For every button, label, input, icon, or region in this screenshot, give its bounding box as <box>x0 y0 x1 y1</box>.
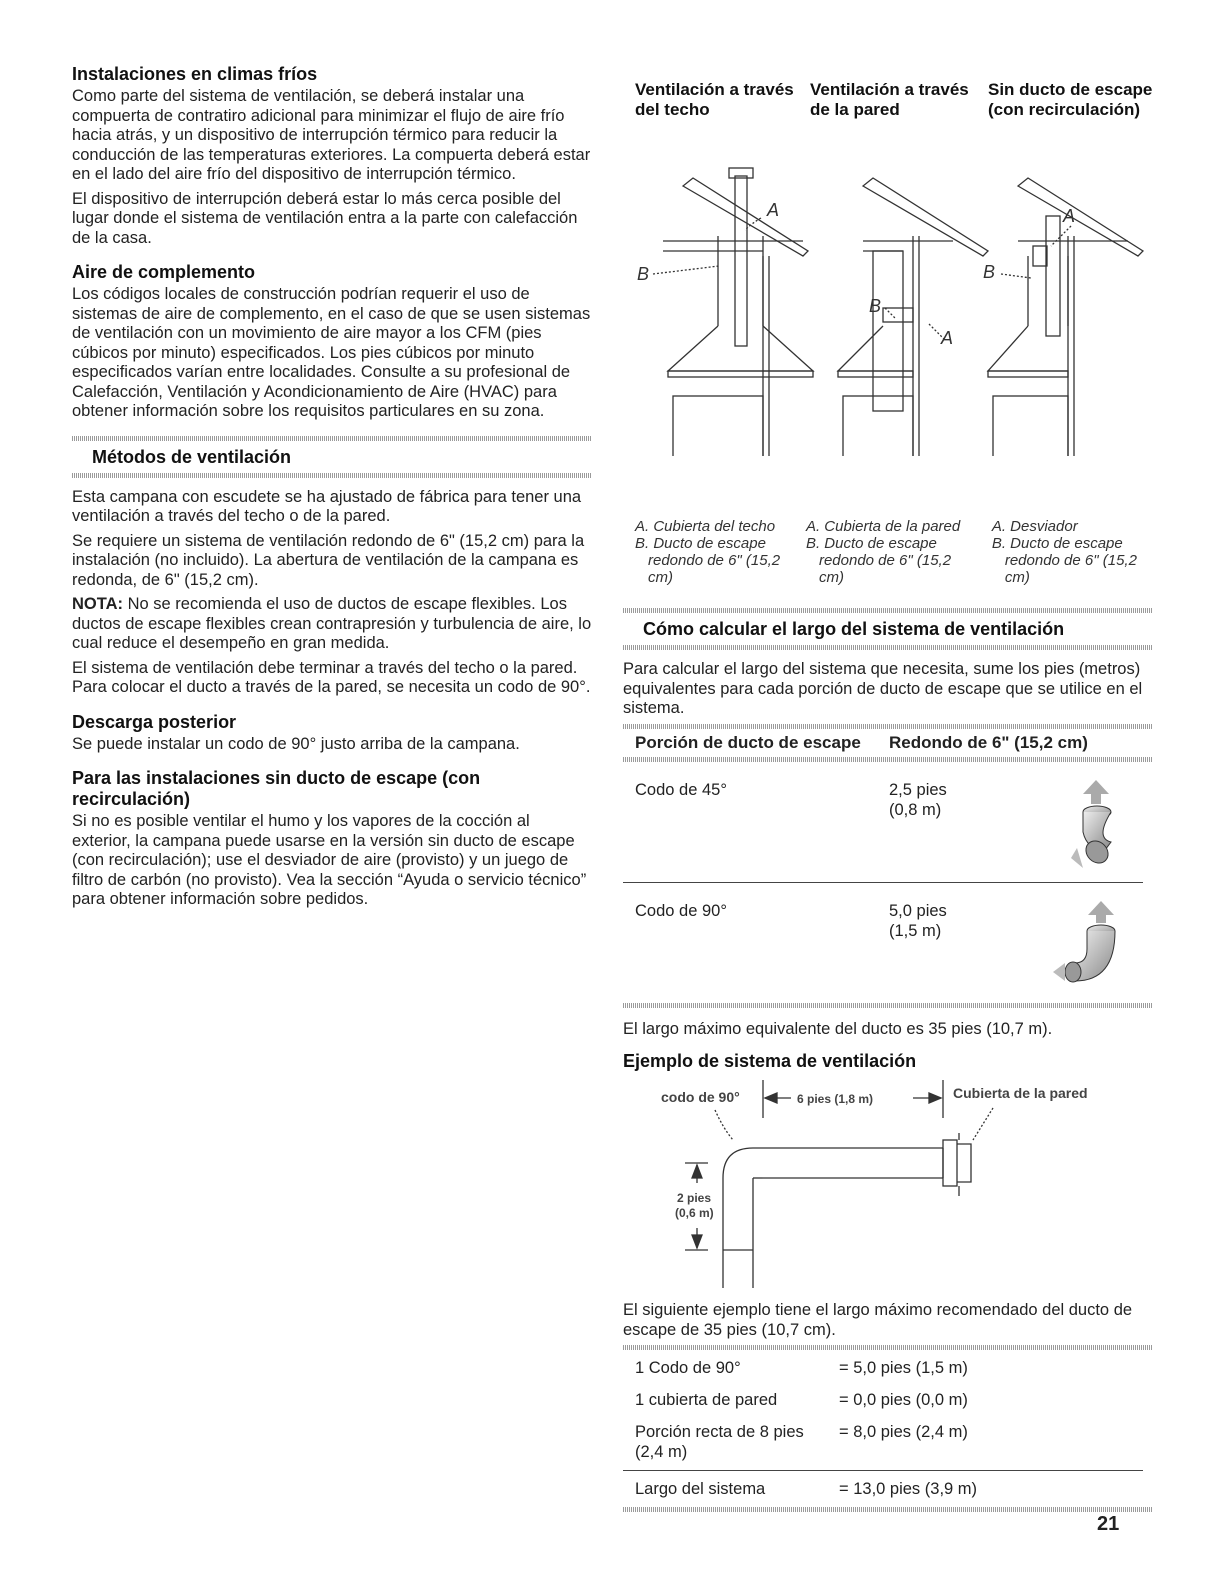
rise-meters-label: (0,6 m) <box>675 1206 714 1220</box>
hatch-divider <box>623 1003 1153 1008</box>
cold-climate-section <box>72 64 592 248</box>
cold-climate-heading: Instalaciones en climas fríos <box>72 64 318 84</box>
duct-feet: 2,5 pies <box>889 780 947 799</box>
rear-discharge-paragraph: Se puede instalar un codo de 90° justo arriba de la campana. <box>72 734 520 753</box>
duct-meters: (0,8 m) <box>889 800 942 819</box>
venting-type-headers <box>623 80 1153 120</box>
example-heading: Ejemplo de sistema de ventilación <box>623 1051 917 1071</box>
recirculation-heading: Para las instalaciones sin ducto de escape (con recirculación) <box>72 768 481 809</box>
table-row <box>623 882 1143 1003</box>
sum-item: 1 cubierta de pared <box>635 1391 778 1409</box>
table-row <box>623 1414 1143 1471</box>
venting-methods-heading: Métodos de ventilación <box>92 446 292 467</box>
elbow-90-icon <box>1051 901 1131 991</box>
sum-value: = 0,0 pies (0,0 m) <box>839 1391 968 1409</box>
wall-venting-header: Ventilación a través de la pared <box>810 80 969 119</box>
calc-paragraph: Para calcular el largo del sistema que necesita, sume los pies (metros) equivalentes para cada porción de ducto de escape que se utilice en el sistema. <box>623 660 1143 717</box>
run-length-label: 6 pies (1,8 m) <box>797 1092 874 1106</box>
sum-value: = 8,0 pies (2,4 m) <box>839 1423 968 1441</box>
sum-item: 1 Codo de 90° <box>635 1359 741 1377</box>
table-row <box>623 1382 1143 1414</box>
hatch-divider <box>623 1507 1153 1512</box>
calc-heading: Cómo calcular el largo del sistema de ventilación <box>643 619 1065 639</box>
methods-paragraph-4: El sistema de ventilación debe terminar a través del techo o la pared. Para colocar el ducto a través de la pared, se necesita un codo de 90°. <box>72 658 591 696</box>
roof-venting-header: Ventilación a través del techo <box>635 80 794 119</box>
max-length-text: El largo máximo equivalente del ducto es 35 pies (10,7 m). <box>623 1019 1053 1038</box>
duct-feet: 5,0 pies <box>889 901 947 920</box>
roof-duct-label: B <box>637 264 650 284</box>
diagram-captions <box>623 518 1153 586</box>
rise-feet-label: 2 pies <box>677 1191 712 1205</box>
hatch-divider <box>623 645 1153 650</box>
note-text: No se recomienda el uso de ductos de escape flexibles. Los ductos de escape flexibles crean contrapresión y turbulencia de aire, lo cual reduce el desempeño en gran medida. <box>72 595 592 652</box>
wall-duct-label: B <box>869 296 882 316</box>
recirculation-paragraph: Si no es posible ventilar el humo y los vapores de la cocción al exterior, la campana puede usarse en la versión sin ducto de escape (con recirculación); use el desviador de aire (provisto) y un juego de filtro de carbón (no provisto). Vea la sección “Ayuda o servicio técnico” para obtener información sobre pedidos. <box>72 812 587 908</box>
venting-methods-band <box>72 436 592 478</box>
example-paragraph: El siguiente ejemplo tiene el largo máximo recomendado del ducto de escape de 35 pies (10,7 cm). <box>623 1301 1133 1339</box>
duct-part: Codo de 90° <box>635 901 727 920</box>
elbow-45-icon <box>1061 780 1131 870</box>
venting-methods-section <box>72 488 592 698</box>
recirc-caption-b: B. Ducto de escape redondo de 6" (15,2 cm) <box>991 535 1137 586</box>
wall-caption-b: B. Ducto de escape redondo de 6" (15,2 cm) <box>805 535 952 586</box>
left-column <box>72 64 592 924</box>
diverter-label: A <box>1063 206 1076 226</box>
sum-item: Porción recta de 8 pies (2,4 m) <box>635 1423 804 1461</box>
table-row <box>623 762 1143 883</box>
roof-cap-label: A <box>767 200 780 220</box>
cold-climate-paragraph-1: Como parte del sistema de ventilación, se deberá instalar una compuerta de contratiro adicional para minimizar el flujo de aire frío hacia atrás, y un dispositivo de interrupción térmico para reducir la conducción de las temperaturas exteriores. La compuerta deberá estar en el lado del aire frío del dispositivo de interrupción térmico. <box>72 87 591 183</box>
recirculation-diagram <box>958 178 1143 456</box>
duct-table-header <box>623 729 1143 757</box>
hatch-divider <box>72 473 592 478</box>
wall-caption-a: A. Cubierta de la pared <box>805 518 961 535</box>
makeup-air-section <box>72 262 592 422</box>
roof-captions <box>623 518 806 586</box>
recirc-captions <box>980 518 1153 586</box>
rear-discharge-heading: Descarga posterior <box>72 711 237 732</box>
duct-part-header: Porción de ducto de escape <box>635 732 861 752</box>
wall-cap-label: A <box>941 328 954 348</box>
rear-discharge-section <box>72 712 592 755</box>
roof-caption-b: B. Ducto de escape redondo de 6" (15,2 cm) <box>635 535 781 586</box>
table-row <box>623 1350 1143 1382</box>
duct-equivalent-rows <box>623 762 1143 1003</box>
note-paragraph <box>72 595 592 654</box>
venting-diagrams-illustration <box>623 126 1153 456</box>
total-value: = 13,0 pies (3,9 m) <box>839 1480 978 1498</box>
page-number: 21 <box>1097 1513 1120 1535</box>
sum-value: = 5,0 pies (1,5 m) <box>839 1359 968 1377</box>
recirculation-header: Sin ducto de escape (con recirculación) <box>988 80 1153 119</box>
duct-equivalent-table <box>623 729 1143 757</box>
total-item: Largo del sistema <box>635 1480 766 1498</box>
example-sum-table <box>623 1350 1143 1507</box>
duct-meters: (1,5 m) <box>889 921 942 940</box>
wall-vent-diagram <box>813 178 988 456</box>
makeup-air-heading: Aire de complemento <box>72 262 256 282</box>
wall-cap-example-label: Cubierta de la pared <box>953 1085 1088 1101</box>
cold-climate-paragraph-2: El dispositivo de interrupción deberá estar lo más cerca posible del lugar donde el sistema de ventilación entra a la parte con calefacción de la casa. <box>72 189 578 247</box>
elbow-label: codo de 90° <box>661 1089 740 1105</box>
methods-paragraph-1: Esta campana con escudete se ha ajustado de fábrica para tener una ventilación a través del techo o de la pared. <box>72 487 582 525</box>
duct-round-header: Redondo de 6" (15,2 cm) <box>889 732 1088 752</box>
note-label: NOTA: <box>72 595 124 613</box>
right-column <box>623 80 1153 1512</box>
wall-captions <box>806 518 980 586</box>
recirculation-section <box>72 768 592 910</box>
example-duct-diagram <box>623 1078 1153 1288</box>
duct-part: Codo de 45° <box>635 780 727 799</box>
table-row-total <box>623 1471 1143 1508</box>
makeup-air-paragraph: Los códigos locales de construcción podrían requerir el uso de sistemas de aire de complemento, en el caso de que se usen sistemas de ventilación con un movimiento de aire mayor a los CFM (pies cúbicos por minuto) especificados. Los pies cúbicos por minuto especificados varían entre localidades. Consulte a su profesional de Calefacción, Ventilación y Acondicionamiento de Aire (HVAC) para obtener información sobre los requisitos particulares en su zona. <box>72 285 591 420</box>
venting-diagrams <box>623 126 1153 456</box>
calc-band <box>623 608 1153 650</box>
roof-caption-a: A. Cubierta del techo <box>635 518 776 535</box>
methods-paragraph-2: Se requiere un sistema de ventilación redondo de 6" (15,2 cm) para la instalación (no incluido). La abertura de ventilación de la campana es redonda, de 6" (15,2 cm). <box>72 531 585 589</box>
recirc-duct-label: B <box>983 262 996 282</box>
roof-vent-diagram <box>653 168 813 456</box>
recirc-caption-a: A. Desviador <box>991 518 1078 535</box>
